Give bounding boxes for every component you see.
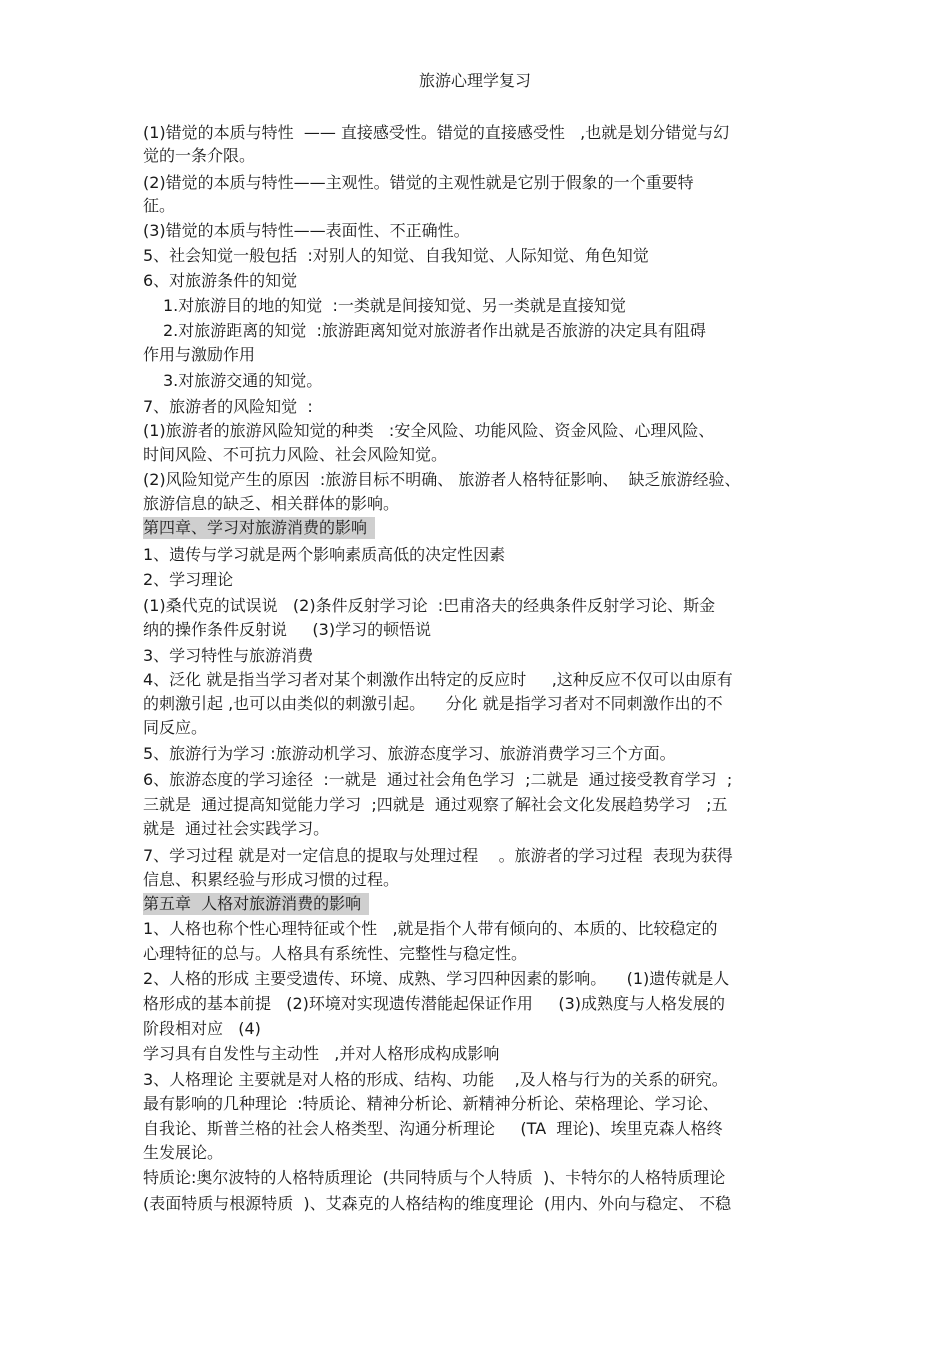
text-line: 7、学习过程 就是对一定信息的提取与处理过程 。旅游者的学习过程 表现为获得 xyxy=(143,846,733,865)
text-line: (表面特质与根源特质 )、艾森克的人格结构的维度理论 (用内、外向与稳定、 不稳 xyxy=(143,1194,732,1213)
text-line: 1、人格也称个性心理特征或个性 ,就是指个人带有倾向的、本质的、比较稳定的 xyxy=(143,919,718,938)
text-line: 觉的一条介限。 xyxy=(143,146,256,165)
text-line: 就是 通过社会实践学习。 xyxy=(143,819,330,838)
text-line: 三就是 通过提高知觉能力学习 ;四就是 通过观察了解社会文化发展趋势学习 ;五 xyxy=(143,795,728,814)
text-line: 纳的操作条件反射说 (3)学习的顿悟说 xyxy=(143,620,432,639)
text-line: (1)错觉的本质与特性 —— 直接感受性。错觉的直接感受性 ,也就是划分错觉与幻 xyxy=(143,123,730,142)
text-line: 1、遗传与学习就是两个影响素质高低的决定性因素 xyxy=(143,545,506,564)
text-line: 3、学习特性与旅游消费 xyxy=(143,646,314,665)
text-line: 征。 xyxy=(143,196,176,215)
text-line: (1)旅游者的旅游风险知觉的种类 :安全风险、功能风险、资金风险、心理风险、 xyxy=(143,421,715,440)
text-line: (2)风险知觉产生的原因 :旅游目标不明确、 旅游者人格特征影响、 缺乏旅游经验、 xyxy=(143,470,741,489)
text-line: 学习具有自发性与主动性 ,并对人格形成构成影响 xyxy=(143,1044,500,1063)
text-line: 4、泛化 就是指当学习者对某个刺激作出特定的反应时 ,这种反应不仅可以由原有 xyxy=(143,670,733,689)
text-line: 作用与激励作用 xyxy=(143,345,256,364)
text-line: 2.对旅游距离的知觉 :旅游距离知觉对旅游者作出就是否旅游的决定具有阻碍 xyxy=(163,321,706,340)
text-line: 3、人格理论 主要就是对人格的形成、结构、功能 ,及人格与行为的关系的研究。 xyxy=(143,1070,728,1089)
text-line: 最有影响的几种理论 :特质论、精神分析论、新精神分析论、荣格理论、学习论、 xyxy=(143,1094,719,1113)
text-line: 的刺激引起 ,也可以由类似的刺激引起。 分化 就是指学习者对不同刺激作出的不 xyxy=(143,694,723,713)
text-line: 2、人格的形成 主要受遗传、环境、成熟、学习四种因素的影响。 (1)遗传就是人 xyxy=(143,969,730,988)
text-line: 自我论、斯普兰格的社会人格类型、沟通分析理论 (TA 理论)、埃里克森人格终 xyxy=(143,1119,723,1138)
text-line: 生发展论。 xyxy=(143,1143,224,1162)
text-line: (1)桑代克的试误说 (2)条件反射学习论 :巴甫洛夫的经典条件反射学习论、斯金 xyxy=(143,596,716,615)
text-line: 1.对旅游目的地的知觉 :一类就是间接知觉、另一类就是直接知觉 xyxy=(163,296,626,315)
chapter-heading: 第五章 人格对旅游消费的影响 xyxy=(143,893,369,915)
text-line: 特质论:奥尔波特的人格特质理论 (共同特质与个人特质 )、卡特尔的人格特质理论 xyxy=(143,1168,726,1187)
text-line: 5、社会知觉一般包括 :对别人的知觉、自我知觉、人际知觉、角色知觉 xyxy=(143,246,649,265)
text-line: 5、旅游行为学习 :旅游动机学习、旅游态度学习、旅游消费学习三个方面。 xyxy=(143,744,676,763)
text-line: 同反应。 xyxy=(143,718,208,737)
text-line: 3.对旅游交通的知觉。 xyxy=(163,371,323,390)
text-line: 信息、积累经验与形成习惯的过程。 xyxy=(143,870,400,889)
text-line: (3)错觉的本质与特性——表面性、不正确性。 xyxy=(143,221,470,240)
text-line: 7、旅游者的风险知觉 : xyxy=(143,397,313,416)
text-line: 6、对旅游条件的知觉 xyxy=(143,271,298,290)
text-line: 6、旅游态度的学习途径 :一就是 通过社会角色学习 ;二就是 通过接受教育学习 ; xyxy=(143,770,733,789)
text-line: (2)错觉的本质与特性——主观性。错觉的主观性就是它别于假象的一个重要特 xyxy=(143,173,694,192)
document-title: 旅游心理学复习 xyxy=(418,71,531,90)
text-line: 格形成的基本前提 (2)环境对实现遗传潜能起保证作用 (3)成熟度与人格发展的 xyxy=(143,994,726,1013)
text-line: 心理特征的总与。人格具有系统性、完整性与稳定性。 xyxy=(143,944,528,963)
text-line: 阶段相对应 (4) xyxy=(143,1019,261,1038)
chapter-heading: 第四章、学习对旅游消费的影响 xyxy=(143,517,375,539)
text-line: 旅游信息的缺乏、相关群体的影响。 xyxy=(143,494,400,513)
text-line: 2、学习理论 xyxy=(143,570,234,589)
text-line: 时间风险、不可抗力风险、社会风险知觉。 xyxy=(143,445,448,464)
